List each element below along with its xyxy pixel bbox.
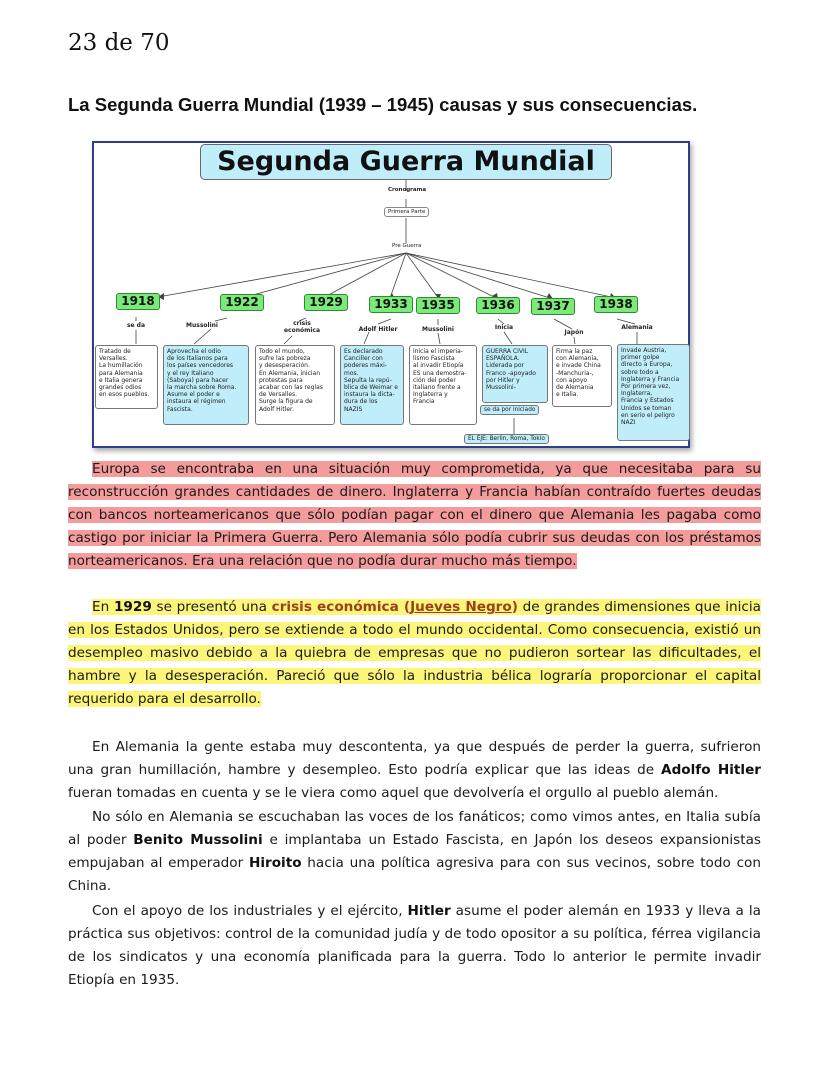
year-node-1936: 1936 xyxy=(476,297,520,314)
diagram-root-node: Cronograma xyxy=(388,187,427,193)
hiroito-text: Hiroito xyxy=(248,855,302,872)
paragraph-fanatics: No sólo en Alemania se escuchaban las voces de los fanáticos; como vimos antes, en Italia subía al poder Benito Mussolini e implantaba un Estado Fascista, en Japón los deseos expansionistas empujaban al emperador Hiroito hacia una política agresiva para con sus vecinos, sobre todo con China. xyxy=(68,809,762,895)
paragraph-hitler-power: Con el apoyo de los industriales y el ejército, Hitler asume el poder alemán en 1933 y lleva a la práctica sus objetivos: control de la comunidad judía y de todo opositor a su política, férrea vigilancia de los sindicatos y una economía planificada para la guerra. Todo lo anterior le permite invadir Etiopía en 1935. xyxy=(68,903,761,989)
diagram-part-node: Primera Parte xyxy=(384,207,429,217)
diagram-title: Segunda Guerra Mundial xyxy=(200,144,612,180)
year-1929-text: 1929 xyxy=(113,599,152,615)
event-box-1936: GUERRA CIVIL ESPAÑOLA. Liderada por Franco -apoyado por Hitler y Mussolini- xyxy=(482,345,548,403)
year-node-1918: 1918 xyxy=(116,293,160,310)
year-node-1935: 1935 xyxy=(416,297,460,314)
event-box-1938: Invade Austria, primer golpe directo a Europa, sobre todo a Inglaterra y Francia Por primera vez, Inglaterra, Francia y Estados Unidos se toman en serio el peligro NAZI xyxy=(617,344,690,441)
page-title: La Segunda Guerra Mundial (1939 – 1945) causas y sus consecuencias. xyxy=(68,94,698,115)
year-label-1935: Mussolini xyxy=(422,326,454,333)
paragraph-europe xyxy=(68,458,761,573)
page-number: 23 de 70 xyxy=(68,30,170,56)
year-node-1937: 1937 xyxy=(531,298,575,315)
year-label-1929: crisis económica xyxy=(283,320,321,334)
jueves-negro-link[interactable]: Jueves Negro xyxy=(410,599,512,615)
diagram-hub-node: Pre Guerra xyxy=(392,243,422,249)
timeline-diagram xyxy=(92,141,690,448)
se-da-iniciado-tag: se da por iniciado xyxy=(480,405,539,415)
event-box-1937: Firma la paz con Alemania, e invade China -Manchuria-, con apoyo de Alemania e Italia. xyxy=(552,345,612,407)
year-label-1937: Japón xyxy=(564,329,584,336)
eje-tag: EL EJE: Berlin, Roma, Tokio xyxy=(464,434,549,444)
year-node-1938: 1938 xyxy=(594,296,638,313)
event-box-1922: Aprovecha el odio de los Italianos para los países vencedores y el rey Italiano (Saboya) para hacer la marcha sobre Roma. Asume el poder e instaura el régimen Fascista. xyxy=(163,345,249,425)
year-label-1933: Adolf Hitler xyxy=(358,326,398,333)
year-label-1936: Inicia xyxy=(494,324,514,331)
highlighted-text-crisis: En 1929 se presentó una crisis económica (Jueves Negro) de grandes dimensiones que inicia en los Estados Unidos, pero se extiende a todo el mundo occidental. Como consecuencia, existió un desempleo masivo debido a la quiebra de empresas que no pudieron sortear las dificultades, el hambre y la desesperación. Pareció que sólo la industria bélica lograría proporcionar el capital requerido para el desarrollo. xyxy=(68,599,761,708)
adolfo-hitler-text: Adolfo Hitler xyxy=(661,762,762,779)
event-box-1933: Es declarado Canciller con poderes máxi- mos. Sepulta la repú- blica de Weimar e instaura la dicta- dura de los NAZIS xyxy=(340,345,404,425)
event-box-1918: Tratado de Versalles. La humillación para Alemania e Italia genera grandes odios en esos pueblos. xyxy=(95,345,158,409)
hitler-text: Hitler xyxy=(407,903,451,919)
highlighted-text-europe: Europa se encontraba en una situación muy comprometida, ya que necesitaba para su reconstrucción grandes cantidades de dinero. Inglaterra y Francia habían contraído fuertes deudas con bancos norteamericanos que sólo podían pagar con el dinero que Alemania les pagaba como castigo por iniciar la Primera Guerra. Pero Alemania sólo podía cubrir sus deudas con los préstamos norteamericanos. Era una relación que no podía durar mucho más tiempo. xyxy=(68,461,761,570)
year-node-1922: 1922 xyxy=(220,294,264,311)
event-box-1929: Todo el mundo, sufre las pobreza y desesperación. En Alemania, inician protestas para acabar con las reglas de Versalles. Surge la figura de Adolf Hitler. xyxy=(255,345,335,425)
crisis-economica-text: crisis económica ( xyxy=(271,599,411,615)
event-box-1935: inicia el imperia- lismo Fascista al invadir Etiopía ES una demostra- ción del poder italiano frente a Inglaterra y Francia xyxy=(409,345,477,425)
paragraph-germany: En Alemania la gente estaba muy descontenta, ya que después de perder la guerra, sufrieron una gran humillación, hambre y desempleo. Esto podría explicar que las ideas de Adolfo Hitler fueran tomadas en cuenta y se le viera como aquel que devolvería el orgullo al pueblo alemán. xyxy=(68,739,762,802)
year-node-1933: 1933 xyxy=(369,296,413,313)
year-label-1918: se da xyxy=(126,322,146,329)
paragraph-crisis-1929 xyxy=(68,596,761,711)
year-label-1922: Mussolini xyxy=(186,322,218,329)
year-label-1938: Alemania xyxy=(621,324,653,331)
benito-mussolini-text: Benito Mussolini xyxy=(133,832,263,849)
year-node-1929: 1929 xyxy=(304,294,348,311)
